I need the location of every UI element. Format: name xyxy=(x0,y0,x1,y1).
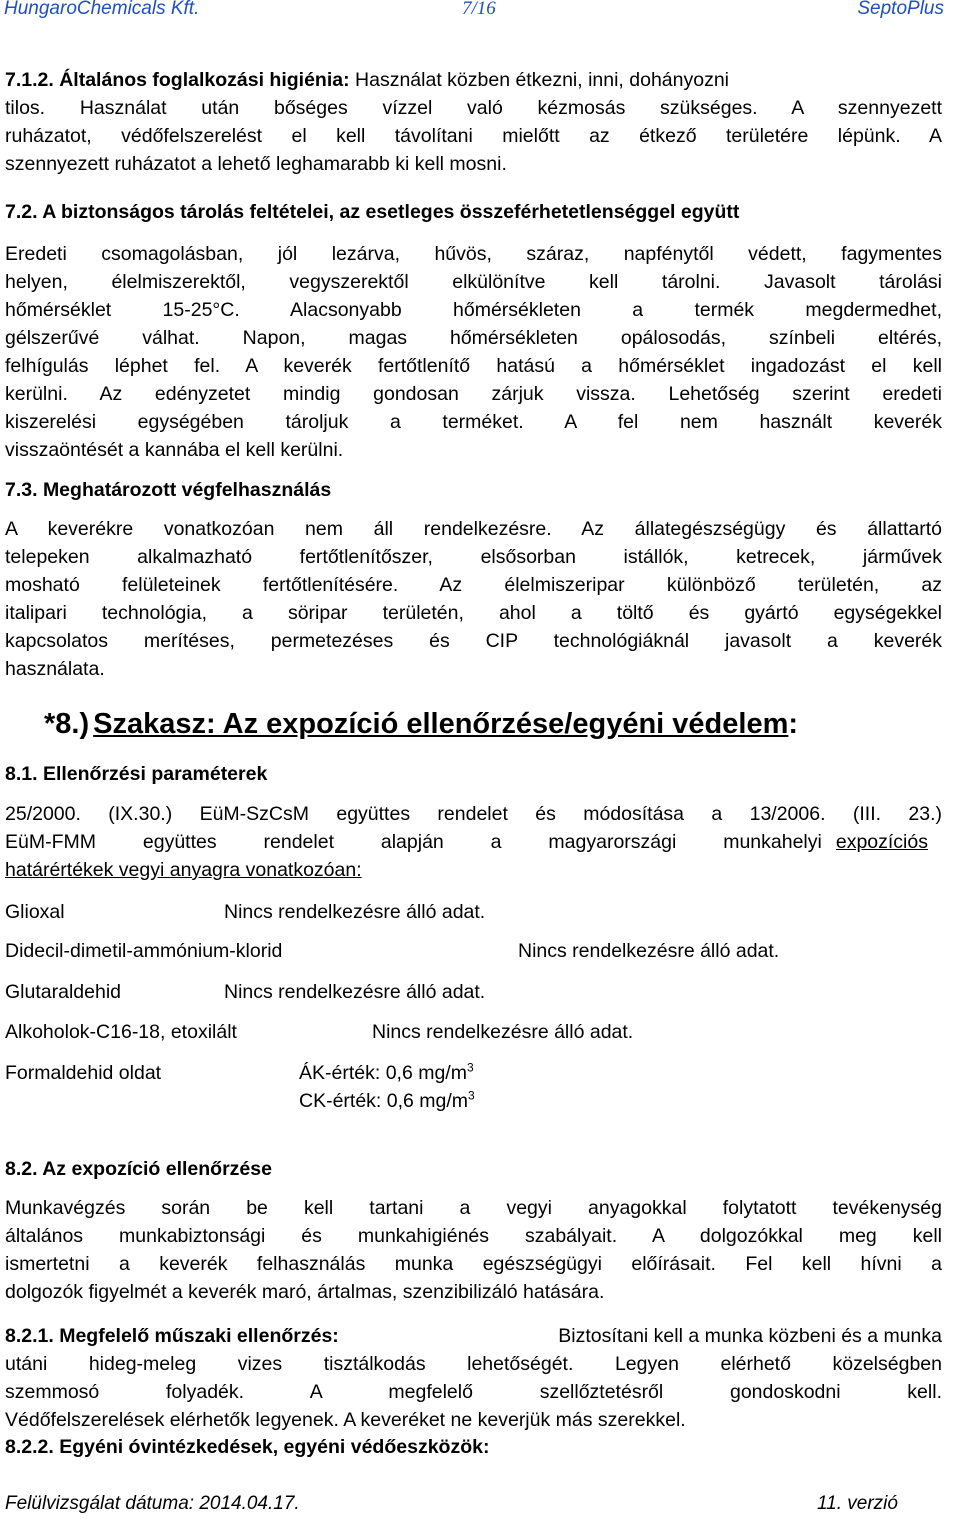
substance-name: Glutaraldehid xyxy=(5,981,121,1003)
section-8-2-1-line: szemmosó folyadék. A megfelelő szellőztetésről gondoskodni kell. xyxy=(5,1381,942,1403)
footer-revision-date: Felülvizsgálat dátuma: 2014.04.17. xyxy=(5,1493,300,1514)
section-7-2-line: kiszerelési egységében tároljuk a terméket. A fel nem használt keverék xyxy=(5,411,942,433)
section-8-1-line2 xyxy=(5,828,942,856)
section-7-1-2-title: Általános foglalkozási higiénia: xyxy=(59,69,350,91)
section-7-3-line: mosható felületeinek fertőtlenítésére. Az élelmiszeripar különböző területén, az xyxy=(5,574,942,596)
substance-value: Nincs rendelkezésre álló adat. xyxy=(518,940,780,962)
section-7-1-2-line3: ruházatot, védőfelszerelést el kell távolítani mielőtt az étkező területére lépünk. A xyxy=(5,125,942,147)
section-8-2-2-heading: 8.2.2. Egyéni óvintézkedések, egyéni védőeszközök: xyxy=(5,1436,490,1458)
section-7-1-2-text: Használat közben étkezni, inni, dohányozni xyxy=(355,69,730,91)
section-8-2-1-label: 8.2.1. Megfelelő műszaki ellenőrzés: xyxy=(5,1325,339,1347)
section-8-1-line2-underlined: expozíciós xyxy=(835,831,928,853)
section-7-2-line: gélszerűvé válhat. Napon, magas hőmérsékleten opálosodás, színbeli eltérés, xyxy=(5,327,942,349)
section-7-1-2-line4: szennyezett ruházatot a lehető leghamarabb ki kell mosni. xyxy=(5,153,507,175)
section-7-2-heading: 7.2. A biztonságos tárolás feltételei, az esetleges összeférhetetlenséggel együtt xyxy=(5,201,740,223)
section-8-1-line3: határértékek vegyi anyagra vonatkozóan: xyxy=(5,859,362,881)
section-8-2-1-line: utáni hideg-meleg vizes tisztálkodás lehetőségét. Legyen elérhető közelségben xyxy=(5,1353,942,1375)
section-8-1-heading: 8.1. Ellenőrzési paraméterek xyxy=(5,763,268,785)
section-7-3-line: használata. xyxy=(5,658,105,680)
section-8-2-heading: 8.2. Az expozíció ellenőrzése xyxy=(5,1158,272,1180)
section-7-2-line: kerülni. Az edényzetet mindig gondosan zárjuk vissza. Lehetőség szerint eredeti xyxy=(5,383,942,405)
substance-value: Nincs rendelkezésre álló adat. xyxy=(224,901,486,923)
header-page-number: 7/16 xyxy=(462,0,496,19)
page-header xyxy=(4,0,944,26)
ck-unit-exponent: 3 xyxy=(468,1088,475,1103)
section-8-2-1-text: Biztosítani kell a munka közbeni és a munka xyxy=(558,1325,942,1347)
substance-name: Didecil-dimetil-ammónium-klorid xyxy=(5,940,283,962)
section-7-3-line: italipari technológia, a söripar területén, ahol a töltő és gyártó egységekkel xyxy=(5,602,942,624)
section-8-2-line: Munkavégzés során be kell tartani a vegyi anyagokkal folytatott tevékenység xyxy=(5,1197,942,1219)
substance-value xyxy=(299,1059,474,1087)
section-7-2-line: Eredeti csomagolásban, jól lezárva, hűvös, száraz, napfénytől védett, fagymentes xyxy=(5,243,942,265)
substance-name: Alkoholok-C16-18, etoxilált xyxy=(5,1021,237,1043)
section-8-1-line2-text: EüM-FMM együttes rendelet alapján a magyarországi munkahelyi xyxy=(5,831,822,853)
section-7-2-line: visszaöntését a kannába el kell kerülni. xyxy=(5,439,344,461)
ak-value: ÁK-érték: 0,6 mg/m xyxy=(299,1062,467,1084)
section-7-2-line: hőmérséklet 15-25°C. Alacsonyabb hőmérsékleten a termék megdermedhet, xyxy=(5,299,942,321)
section-7-1-2-line2: tilos. Használat után bőséges vízzel való kézmosás szükséges. A szennyezett xyxy=(5,97,942,119)
substance-name: Formaldehid oldat xyxy=(5,1062,162,1084)
substance-value: Nincs rendelkezésre álló adat. xyxy=(372,1021,634,1043)
section-7-1-2-line1 xyxy=(5,66,942,94)
section-7-1-2-number: 7.1.2. xyxy=(5,69,54,91)
section-7-3-line: A keverékre vonatkozóan nem áll rendelkezésre. Az állategészségügy és állattartó xyxy=(5,518,942,540)
section-8-colon: : xyxy=(788,708,799,740)
section-8-2-line: általános munkabiztonsági és munkahigiénés szabályait. A dolgozókkal meg kell xyxy=(5,1225,942,1247)
footer-version: 11. verzió xyxy=(817,1493,898,1514)
section-7-3-line: telepeken alkalmazható fertőtlenítőszer, elsősorban istállók, ketrecek, járművek xyxy=(5,546,942,568)
substance-value-2 xyxy=(299,1087,475,1115)
header-company: HungaroChemicals Kft. xyxy=(4,0,200,19)
substance-name: Glioxal xyxy=(5,901,65,923)
section-7-2-line: helyen, élelmiszerektől, vegyszerektől elkülönítve kell tárolni. Javasolt tárolási xyxy=(5,271,942,293)
section-8-prefix: *8.) xyxy=(44,708,90,740)
section-8-2-line: ismertetni a keverék felhasználás munka egészségügyi előírásait. Fel kell hívni a xyxy=(5,1253,942,1275)
section-8-title-text: Szakasz: Az expozíció ellenőrzése/egyéni védelem xyxy=(93,708,789,740)
header-product: SeptoPlus xyxy=(857,0,944,19)
section-8-2-line: dolgozók figyelmét a keverék maró, ártalmas, szenzibilizáló hatására. xyxy=(5,1281,605,1303)
section-8-1-line1: 25/2000. (IX.30.) EüM-SzCsM együttes rendelet és módosítása a 13/2006. (III. 23.) xyxy=(5,803,942,825)
ak-unit-exponent: 3 xyxy=(466,1060,474,1075)
section-8-2-1-line: Védőfelszerelések elérhetők legyenek. A keveréket ne keverjük más szerekkel. xyxy=(5,1409,686,1431)
section-8-2-1-line1 xyxy=(5,1322,942,1350)
section-7-3-line: kapcsolatos merítéses, permetezéses és CIP technológiáknál javasolt a keverék xyxy=(5,630,942,652)
ck-value: CK-érték: 0,6 mg/m xyxy=(299,1090,469,1112)
section-7-2-line: felhígulás léphet fel. A keverék fertőtlenítő hatású a hőmérséklet ingadozást el kell xyxy=(5,355,942,377)
section-8-title xyxy=(44,708,798,741)
section-7-3-heading: 7.3. Meghatározott végfelhasználás xyxy=(5,479,332,501)
substance-value: Nincs rendelkezésre álló adat. xyxy=(224,981,486,1003)
